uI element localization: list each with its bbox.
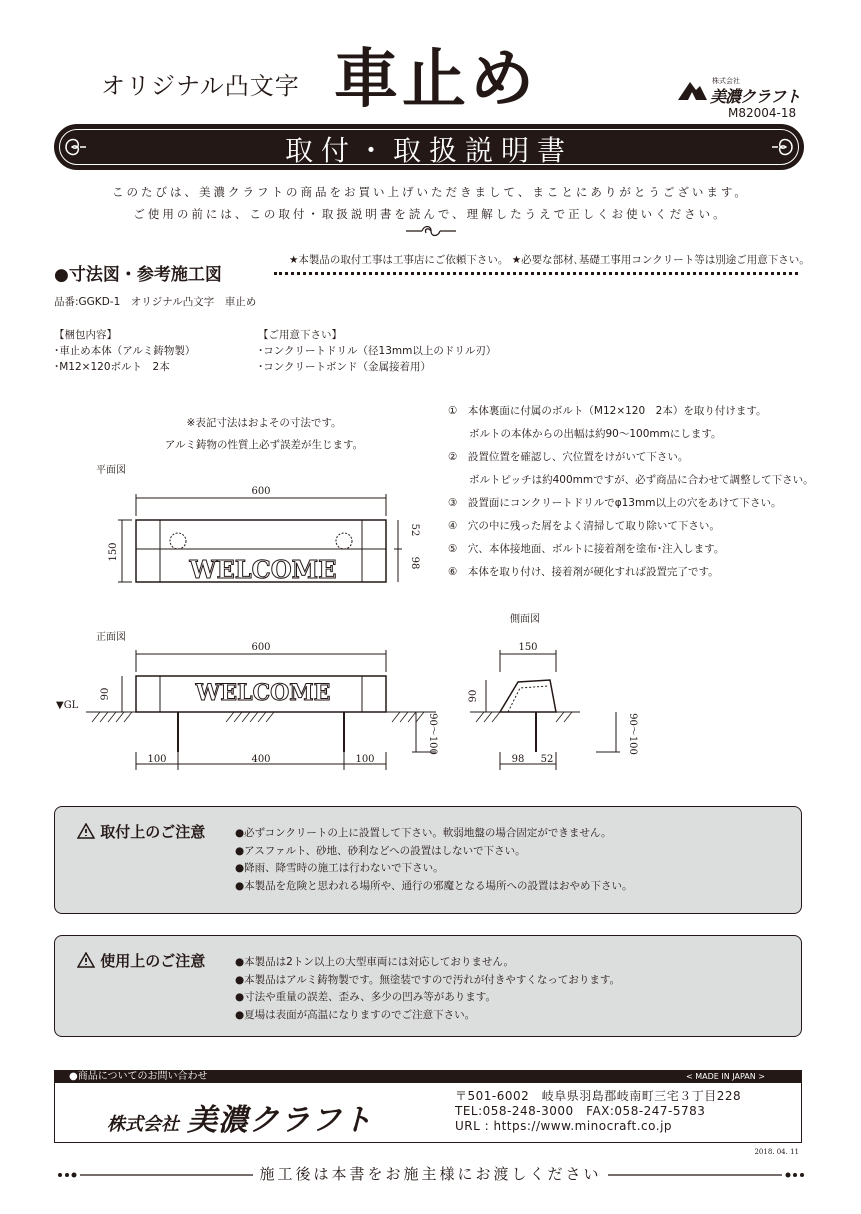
prepare-list: [258, 327, 496, 375]
ground-level-label: ▼GL: [56, 700, 79, 711]
dim-plan-width: 600: [251, 486, 271, 497]
divider-ornament-icon: [404, 224, 458, 238]
dim-front-bolt: 90～100: [427, 713, 438, 755]
dim-side-height: 90: [468, 689, 479, 703]
dim-front-right: 100: [355, 754, 375, 765]
contact-box: [54, 1070, 802, 1143]
caution-item: ●夏場は表面が高温になりますのでご注意下さい。: [235, 1008, 476, 1021]
step-item: ボルトピッチは約400mmですが、必ず商品に合わせて調整して下さい。: [448, 474, 814, 486]
product-code: 品番:GGKD-1 オリジナル凸文字 車止め: [54, 296, 257, 308]
install-caution-heading: 取付上のご注意: [77, 821, 205, 842]
dotted-divider: [274, 272, 798, 275]
phone-fax: TEL:058-248-3000 FAX:058-247-5783: [455, 1104, 706, 1118]
front-plate-text: WELCOME: [195, 680, 331, 706]
package-contents: [54, 327, 195, 375]
contact-bar: [55, 1071, 801, 1083]
caution-item: ●寸法や重量の誤差、歪み、多少の凹み等があります。: [235, 991, 496, 1003]
page-title: 車止め: [334, 43, 538, 117]
intro-line-2: ご使用の前には、この取付・取扱説明書を読んで、理解したうえで正しくお使いください。: [133, 207, 728, 221]
dim-plan-52: 52: [409, 523, 420, 537]
website-url[interactable]: URL : https://www.minocraft.co.jp: [455, 1119, 673, 1133]
caution-item: ●本製品は2トン以上の大型車両には対応しておりません。: [235, 956, 514, 968]
install-caution-list: [235, 825, 632, 895]
usage-caution-heading: 使用上のご注意: [77, 950, 205, 971]
logo-name: 美濃クラフト: [710, 87, 801, 106]
step-item: ボルトの本体からの出幅は約90～100mmにします。: [448, 428, 722, 440]
prepare-heading: 【ご用意下さい】: [258, 329, 342, 341]
dim-front-left: 100: [147, 754, 167, 765]
step-item: ② 設置位置を確認し、穴位置をけがいて下さい。: [448, 451, 689, 463]
company-name: 株式会社 美濃クラフト: [107, 1103, 373, 1138]
usage-caution-panel: [54, 935, 802, 1037]
dim-side-98: 98: [511, 754, 525, 765]
contact-details: [455, 1089, 741, 1134]
dim-plan-depth: 150: [108, 542, 119, 562]
caution-item: ●必ずコンクリートの上に設置して下さい。軟弱地盤の場合固定ができません。: [235, 827, 612, 839]
document-code: M82004-18: [728, 106, 797, 120]
mountain-logo-icon: [676, 78, 708, 102]
contents-item: ･車止め本体（アルミ鋳物製）: [54, 345, 196, 357]
step-item: ⑥ 本体を取り付け、接着剤が硬化すれば設置完了です。: [448, 566, 719, 578]
side-view-label: 側面図: [510, 614, 540, 625]
dimension-note-line-1: ※表記寸法はおよその寸法です。: [186, 417, 342, 429]
front-view-label: 正面図: [96, 632, 126, 643]
caution-item: ●本製品はアルミ鋳物製です。無塗装ですので汚れが付きやすくなっております。: [235, 973, 621, 986]
footer-note: 施工後は本書をお施主様にお渡しください: [0, 1163, 861, 1184]
contact-heading: ●商品についてのお問い合わせ: [69, 1071, 208, 1082]
plan-view-label: 平面図: [96, 465, 126, 476]
warning-icon: [77, 952, 95, 968]
technical-drawings: [0, 455, 861, 785]
contents-heading: 【梱包内容】: [54, 329, 117, 341]
dimension-note-line-2: アルミ鋳物の性質上必ず誤差が生じます。: [164, 439, 364, 451]
warning-icon: [77, 823, 95, 839]
top-note: ★本製品の取付工事は工事店にご依頼下さい。 ★必要な部材､基礎工事用コンクリート等は別途ご用意下さい。: [289, 254, 810, 266]
caution-item: ●本製品を危険と思われる場所や、通行の邪魔となる場所への設置はおやめ下さい。: [235, 879, 633, 892]
step-item: ③ 設置面にコンクリートドリルでφ13mm以上の穴をあけて下さい。: [448, 497, 782, 509]
usage-caution-list: [235, 954, 620, 1024]
step-item: ① 本体裏面に付属のボルト（M12×120 2本）を取り付けます。: [448, 405, 767, 417]
address: 〒501-6002 岐阜県羽島郡岐南町三宅３丁目228: [455, 1089, 742, 1103]
install-caution-panel: [54, 806, 802, 914]
banner-title: 取付・取扱説明書: [284, 134, 573, 167]
section-heading: ●寸法図・参考施工図: [54, 265, 222, 285]
step-item: ④ 穴の中に残った屑をよく清掃して取り除いて下さい。: [448, 520, 720, 532]
title-banner: [54, 124, 804, 170]
caution-item: ●降雨、降雪時の施工は行わないで下さい。: [235, 862, 444, 874]
dim-side-bolt: 90～100: [627, 713, 638, 755]
dim-plan-98: 98: [409, 556, 420, 570]
dim-front-pitch: 400: [251, 754, 271, 765]
brand-logo: [676, 76, 806, 118]
prepare-item: ･コンクリートボンド（金属接着用）: [258, 361, 432, 373]
dim-front-width: 600: [251, 642, 271, 653]
issue-date: 2018. 04. 11: [754, 1148, 799, 1156]
dim-side-depth: 150: [518, 642, 538, 653]
made-in-label: < MADE IN JAPAN >: [686, 1072, 765, 1081]
caution-item: ●アスファルト、砂地、砂利などへの設置はしないで下さい。: [235, 844, 526, 857]
prepare-item: ･コンクリートドリル（径13mm以上のドリル刃）: [258, 345, 497, 357]
plan-plate-text: WELCOME: [189, 555, 337, 584]
dim-front-height: 90: [100, 687, 111, 701]
intro-line-1: このたびは、美濃クラフトの商品をお買い上げいただきまして、まことにありがとうございます。: [112, 185, 749, 199]
logo-company-label: 株式会社: [712, 77, 740, 85]
dim-side-52: 52: [540, 754, 554, 765]
product-subtitle: オリジナル凸文字: [101, 72, 300, 100]
contents-item: ･M12×120ボルト 2本: [54, 361, 170, 373]
step-item: ⑤ 穴、本体接地面、ボルトに接着剤を塗布･注入します。: [448, 543, 725, 555]
